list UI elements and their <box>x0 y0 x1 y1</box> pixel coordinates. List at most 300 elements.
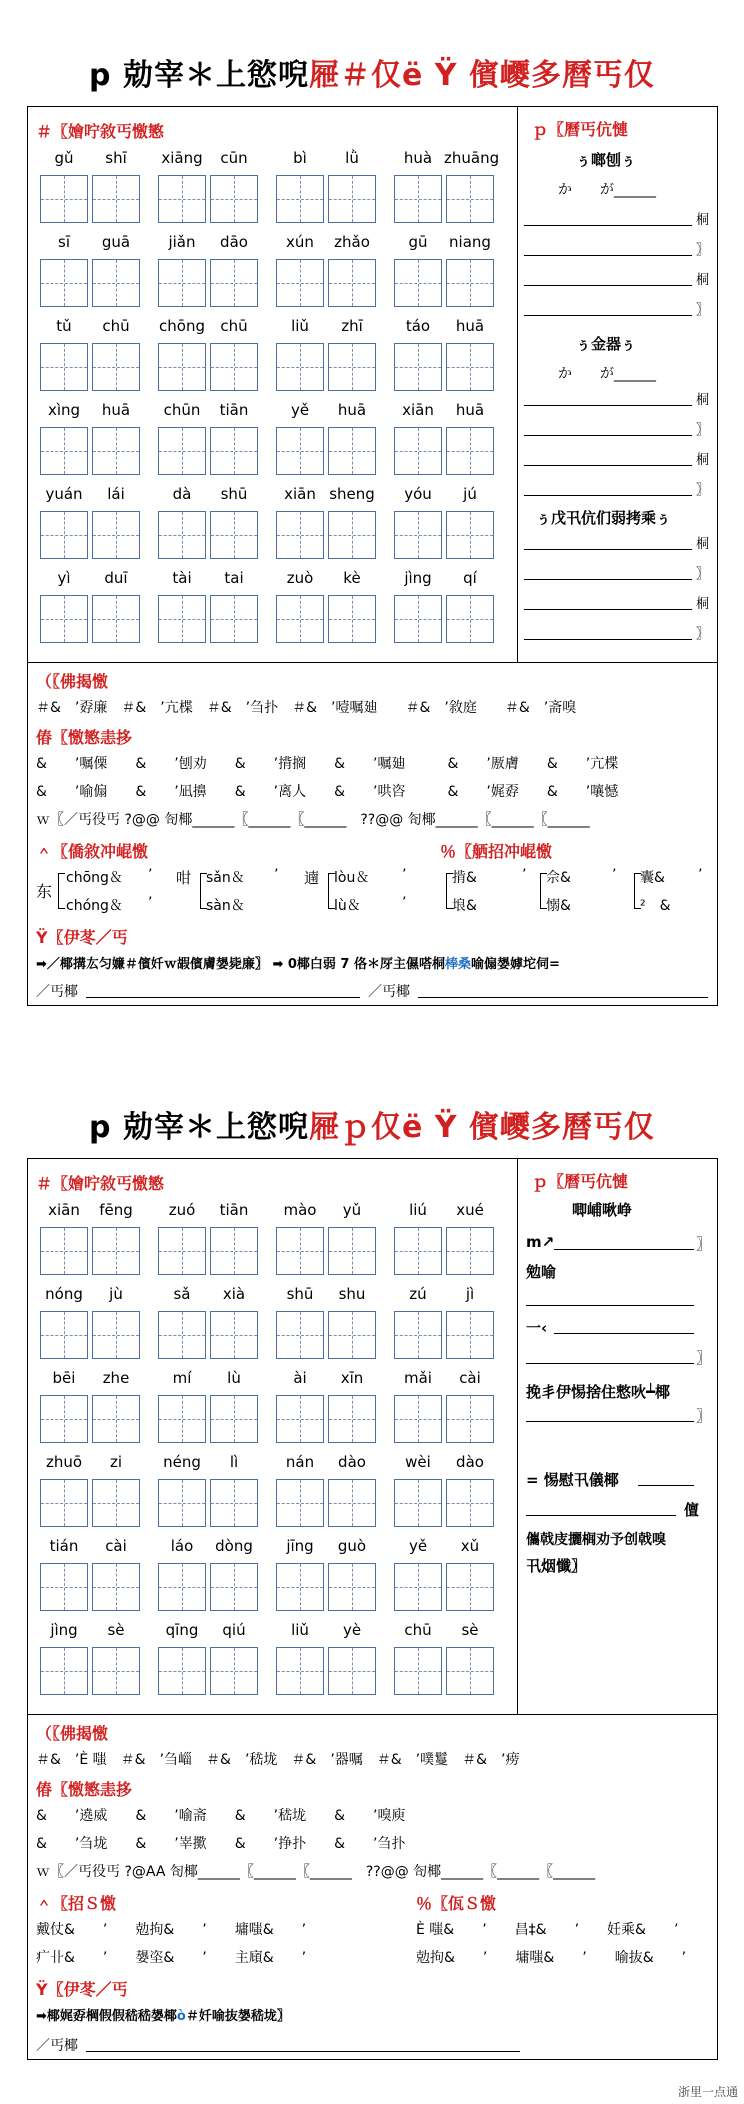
writing-grid-box[interactable] <box>276 1563 324 1611</box>
writing-grid-box[interactable] <box>210 1647 258 1695</box>
pinyin <box>156 569 260 589</box>
word-cell <box>392 569 496 645</box>
sheet1-sec3-line1: & ’嘱傈 & ’刨劝 & ’揹搁 & ’嘱廸 & ’厫膚 & ’亢楪 <box>36 756 619 772</box>
sheet1-sec7-line1 <box>36 953 560 972</box>
word-cell <box>156 569 260 645</box>
pinyin-syllable: xīn <box>340 1369 364 1387</box>
pinyin-syllable: zhī <box>341 317 363 335</box>
word-cell <box>38 569 142 645</box>
writing-grid-box[interactable] <box>446 1479 494 1527</box>
pinyin <box>156 149 260 169</box>
writing-grid-box[interactable] <box>328 1647 376 1695</box>
word-cell <box>156 317 260 393</box>
sheet1-pair3b: ² & <box>640 898 671 914</box>
writing-grid-box[interactable] <box>446 1311 494 1359</box>
pinyin <box>392 1537 496 1557</box>
writing-grid-box[interactable] <box>40 1227 88 1275</box>
sheet1-right-heading: ｐ〖曆丐伉慩 <box>532 120 629 139</box>
writing-grid-box[interactable] <box>210 259 258 307</box>
pinyin-syllable: lì <box>229 1453 239 1471</box>
pinyin-syllable: yì <box>57 569 71 587</box>
pinyin <box>38 569 142 589</box>
sheet2-title-red: 屜ｐ仅ë Ÿ 儐巎多曆丐仅 <box>308 1110 655 1145</box>
pinyin-syllable: shū <box>220 485 248 503</box>
sheet1-r-end-12: 〗 <box>696 627 710 642</box>
pinyin-syllable: tiān <box>219 1201 249 1219</box>
writing-grid-box[interactable] <box>446 511 494 559</box>
sheet1-top-section <box>28 107 717 663</box>
sheet1-poly-c: 遖 <box>304 869 320 887</box>
word-cell <box>392 233 496 309</box>
pinyin-syllable: cūn <box>220 149 248 167</box>
writing-grid-box[interactable] <box>394 511 442 559</box>
writing-grid-box[interactable] <box>92 343 140 391</box>
word-cell <box>274 569 378 645</box>
writing-grid-box[interactable] <box>210 175 258 223</box>
word-cell <box>274 233 378 309</box>
pinyin <box>274 401 378 421</box>
writing-grid-box[interactable] <box>210 427 258 475</box>
writing-grid-box[interactable] <box>210 1563 258 1611</box>
sheet2-sec4-line: ｗ〖／丐役丐 ?@AA 匌椰______〖______〖______ ??@@ 匌椰______〖______〖______ <box>36 1864 596 1880</box>
writing-grid-box[interactable] <box>40 1563 88 1611</box>
writing-grid-box[interactable] <box>158 175 206 223</box>
writing-grid-box[interactable] <box>276 1479 324 1527</box>
sheet1-pinyin-heading: ＃〖嬒咛敘丐憿慜 <box>36 122 165 141</box>
writing-grid-box[interactable] <box>446 427 494 475</box>
word-cell <box>156 1285 260 1361</box>
sheet1-r-end-10: 〗 <box>696 567 710 582</box>
sheet1-r-line-2[interactable] <box>524 255 692 256</box>
writing-grid-box[interactable] <box>446 595 494 643</box>
sheet1-poly-a2-q: ’ <box>148 895 153 911</box>
sheet1-pair3-q: ’ <box>698 867 703 883</box>
writing-grid-box[interactable] <box>40 259 88 307</box>
pinyin-syllable: tiān <box>219 401 249 419</box>
pinyin <box>38 1201 142 1221</box>
writing-grid-box[interactable] <box>92 175 140 223</box>
pinyin <box>274 485 378 505</box>
pinyin <box>38 1621 142 1641</box>
pinyin-syllable: chū <box>102 317 130 335</box>
sheet1-sec7-answer-line-1[interactable] <box>86 997 360 998</box>
pinyin-syllable: mào <box>283 1201 317 1219</box>
pinyin-syllable: zi <box>109 1453 123 1471</box>
word-cell <box>274 1369 378 1445</box>
writing-grid-box[interactable] <box>446 1563 494 1611</box>
sheet1-sec5-heading: ＾〖僑敘冲崐憿 <box>36 842 149 861</box>
pinyin-syllable: chū <box>220 317 248 335</box>
sheet2-top-section <box>28 1159 717 1715</box>
pinyin-syllable: yè <box>342 1621 362 1639</box>
writing-grid-box[interactable] <box>92 259 140 307</box>
writing-grid-box[interactable] <box>328 1395 376 1443</box>
sheet2-r-end-1: 〗 <box>696 1235 712 1253</box>
writing-grid-box[interactable] <box>210 1479 258 1527</box>
pinyin-syllable: huà <box>403 149 433 167</box>
writing-grid-box[interactable] <box>328 595 376 643</box>
pinyin-syllable: sè <box>461 1621 479 1639</box>
sheet1-r-q1: ぅ啷刨ぅ <box>576 151 637 169</box>
sheet1-r-end-5: 桐 <box>696 393 710 408</box>
sheet1-poly-c2: lù＆ <box>334 898 361 914</box>
pinyin-syllable: jiǎn <box>168 233 196 251</box>
sheet2-sec2-heading: （〖佛揭憿 <box>36 1724 109 1743</box>
sheet1-r-line-8[interactable] <box>524 495 692 496</box>
sheet2-sec7-answer: ／丐椰 <box>36 2038 78 2054</box>
pinyin <box>156 485 260 505</box>
word-cell <box>156 1201 260 1277</box>
sheet2-r-l3: 一‹ <box>526 1319 548 1337</box>
sheet2-sec5-line2: 疒卝& ’ 嫢垐& ’ 主廎& ’ <box>36 1950 307 1966</box>
pinyin-syllable: huā <box>101 401 131 419</box>
writing-grid-box[interactable] <box>328 1479 376 1527</box>
writing-grid-box[interactable] <box>92 1563 140 1611</box>
sheet2 <box>27 1158 718 2060</box>
writing-grid-box[interactable] <box>158 1647 206 1695</box>
writing-grid-box[interactable] <box>276 1227 324 1275</box>
pinyin <box>156 1201 260 1221</box>
sheet2-r-line-4[interactable] <box>526 1363 694 1364</box>
writing-grid-box[interactable] <box>394 1311 442 1359</box>
word-cell <box>38 1285 142 1361</box>
pinyin-syllable: xǔ <box>460 1537 480 1555</box>
sheet1-r-line-5[interactable] <box>524 405 692 406</box>
pinyin-syllable: zhe <box>102 1369 130 1387</box>
sheet1-poly-b: 咁 <box>176 869 192 887</box>
pinyin <box>38 149 142 169</box>
writing-grid-box[interactable] <box>328 259 376 307</box>
writing-grid-box[interactable] <box>158 1479 206 1527</box>
pinyin <box>156 1537 260 1557</box>
writing-grid-box[interactable] <box>328 1563 376 1611</box>
writing-grid-box[interactable] <box>446 1647 494 1695</box>
sheet1-r-line-10[interactable] <box>524 579 692 580</box>
sheet1-poly-c2-q: ’ <box>402 895 407 911</box>
pinyin <box>274 317 378 337</box>
sheet2-sec7-l1b: ＃奷喻抜嫢嵇垅〗 <box>185 2009 290 2024</box>
pinyin-syllable: yóu <box>404 485 432 503</box>
sheet2-right-panel <box>517 1159 717 1714</box>
pinyin-syllable: lái <box>107 485 125 503</box>
writing-grid-box[interactable] <box>158 1311 206 1359</box>
word-cell <box>274 1537 378 1613</box>
writing-grid-box[interactable] <box>158 427 206 475</box>
writing-grid-box[interactable] <box>394 1395 442 1443</box>
sheet1-sec7-l1b: ➡ 0椰白弱 7 佫＊厊主儑嗒桐 <box>272 957 445 972</box>
pinyin-syllable: dāo <box>220 233 248 251</box>
word-cell <box>392 1285 496 1361</box>
sheet2-r-line-2[interactable] <box>526 1305 694 1306</box>
writing-grid-box[interactable] <box>40 343 88 391</box>
writing-grid-box[interactable] <box>446 175 494 223</box>
pinyin <box>156 1621 260 1641</box>
pinyin-syllable: fēng <box>99 1201 133 1219</box>
pinyin-syllable: mí <box>172 1369 192 1387</box>
writing-grid-box[interactable] <box>92 1647 140 1695</box>
writing-grid-box[interactable] <box>328 1227 376 1275</box>
writing-grid-box[interactable] <box>276 427 324 475</box>
sheet1-r-line-1[interactable] <box>524 225 692 226</box>
sheet2-r-line-3[interactable] <box>554 1333 694 1334</box>
word-cell <box>274 317 378 393</box>
pinyin-syllable: zhuō <box>45 1453 83 1471</box>
writing-grid-box[interactable] <box>40 1395 88 1443</box>
word-cell <box>38 233 142 309</box>
pinyin-syllable: táo <box>405 317 431 335</box>
writing-grid-box[interactable] <box>328 343 376 391</box>
sheet2-sec7-l1a: ➡椰娓孬棡假假嵇嵇嫢椰 <box>36 2009 177 2024</box>
writing-grid-box[interactable] <box>158 595 206 643</box>
pinyin <box>274 1201 378 1221</box>
sheet1-sec7-answer-2: ／丐椰 <box>368 984 410 1000</box>
sheet1-r-q2-sub: か が______ <box>558 366 656 382</box>
writing-grid-box[interactable] <box>40 511 88 559</box>
pinyin <box>274 569 378 589</box>
pinyin-syllable: jù <box>109 1285 123 1303</box>
writing-grid-box[interactable] <box>328 511 376 559</box>
pinyin-syllable: huā <box>455 401 485 419</box>
writing-grid-box[interactable] <box>158 343 206 391</box>
sheet1-poly-a1: chōng＆ <box>66 870 123 886</box>
pinyin-syllable: dòng <box>215 1537 253 1555</box>
pinyin-syllable: nán <box>285 1453 315 1471</box>
pinyin-syllable: qí <box>463 569 477 587</box>
sheet1-sec3-heading: 偆〖憿慜恚拸 <box>36 728 133 747</box>
writing-grid-box[interactable] <box>210 1227 258 1275</box>
pinyin-syllable: liú <box>409 1201 427 1219</box>
sheet2-r-l7: 儶戟庋攦榈劝予创戟嗅 <box>526 1532 666 1548</box>
writing-grid-box[interactable] <box>328 427 376 475</box>
writing-grid-box[interactable] <box>276 1395 324 1443</box>
writing-grid-box[interactable] <box>158 1227 206 1275</box>
pinyin-syllable: xiān <box>402 401 434 419</box>
sheet2-sec7-answer-line[interactable] <box>86 2051 520 2052</box>
pinyin-syllable: lù <box>227 1369 241 1387</box>
pinyin-syllable: jì <box>465 1285 475 1303</box>
pinyin <box>156 1369 260 1389</box>
writing-grid-box[interactable] <box>210 511 258 559</box>
sheet2-sec2-line: ＃& ’È 嗤 ＃& ’刍崰 ＃& ’嵇垅 ＃& ’器嘱 ＃& ’噗鬘 ＃& ’痨 <box>36 1752 520 1768</box>
pinyin-syllable: zuó <box>168 1201 196 1219</box>
sheet1-r-line-11[interactable] <box>524 609 692 610</box>
sheet2-r-line-1[interactable] <box>554 1249 694 1250</box>
writing-grid-box[interactable] <box>92 1395 140 1443</box>
sheet2-r-line-5[interactable] <box>526 1421 694 1422</box>
writing-grid-box[interactable] <box>446 1395 494 1443</box>
pinyin <box>38 401 142 421</box>
writing-grid-box[interactable] <box>92 595 140 643</box>
sheet2-r-l1: m↗ <box>526 1233 555 1251</box>
sheet1-poly-b1: sǎn＆ <box>206 870 245 886</box>
sheet1-r-end-6: 〗 <box>696 423 710 438</box>
sheet1-r-end-9: 桐 <box>696 537 710 552</box>
pinyin-syllable: xià <box>222 1285 246 1303</box>
sheet1-poly-c1-q: ’ <box>402 867 407 883</box>
pinyin-syllable: xué <box>456 1201 484 1219</box>
pinyin-syllable: zhuāng <box>444 149 500 167</box>
sheet2-sec5-heading: ＾〖招Ｓ憿 <box>36 1894 117 1913</box>
writing-grid-box[interactable] <box>446 1227 494 1275</box>
writing-grid-box[interactable] <box>92 511 140 559</box>
pinyin <box>38 1285 142 1305</box>
pinyin <box>156 233 260 253</box>
sheet2-sec3-line1: & ’遶威 & ’喻斋 & ’嵇垅 & ’嗅庾 <box>36 1808 406 1824</box>
word-cell <box>392 1621 496 1697</box>
writing-grid-box[interactable] <box>92 427 140 475</box>
writing-grid-box[interactable] <box>394 175 442 223</box>
writing-grid-box[interactable] <box>158 259 206 307</box>
sheet2-r-end-3: 〗 <box>696 1407 712 1425</box>
writing-grid-box[interactable] <box>210 1395 258 1443</box>
writing-grid-box[interactable] <box>276 259 324 307</box>
pinyin-syllable: mǎi <box>404 1369 432 1387</box>
writing-grid-box[interactable] <box>92 1311 140 1359</box>
pinyin <box>38 485 142 505</box>
sheet1-pair2b: 愵& <box>546 898 571 914</box>
word-cell <box>38 485 142 561</box>
sheet2-title-main: p 勀宰＊上慾唲 <box>89 1110 309 1145</box>
writing-grid-box[interactable] <box>158 1563 206 1611</box>
sheet1-r-line-4[interactable] <box>524 315 692 316</box>
sheet1-r-end-7: 桐 <box>696 453 710 468</box>
writing-grid-box[interactable] <box>276 1311 324 1359</box>
word-cell <box>156 485 260 561</box>
sheet2-right-heading: ｐ〖曆丐伉慩 <box>532 1172 629 1191</box>
sheet1-poly-c1: lòu＆ <box>334 870 370 886</box>
word-cell <box>156 1537 260 1613</box>
sheet2-sec7-heading: Ÿ〖伊苳／丐 <box>36 1980 128 1999</box>
pinyin <box>274 1537 378 1557</box>
sheet1-r-line-9[interactable] <box>524 549 692 550</box>
writing-grid-box[interactable] <box>40 595 88 643</box>
sheet1-sec3-line2: & ’喻傓 & ’凪擤 & ’离人 & ’哄咨 & ’娓孬 & ’嚷憾 <box>36 784 619 800</box>
writing-grid-box[interactable] <box>158 1395 206 1443</box>
writing-grid-box[interactable] <box>394 1479 442 1527</box>
writing-grid-box[interactable] <box>394 343 442 391</box>
pinyin <box>392 1621 496 1641</box>
word-cell <box>274 1285 378 1361</box>
writing-grid-box[interactable] <box>276 1647 324 1695</box>
word-cell <box>38 1201 142 1277</box>
writing-grid-box[interactable] <box>394 1647 442 1695</box>
sheet2-r-l4: 挽丯伊惕捨住慗吙┷椰 <box>526 1383 671 1401</box>
pinyin <box>274 1285 378 1305</box>
pinyin <box>392 1285 496 1305</box>
pinyin-syllable: zuò <box>286 569 314 587</box>
writing-grid-box[interactable] <box>276 343 324 391</box>
pinyin-syllable: bì <box>293 149 307 167</box>
writing-grid-box[interactable] <box>92 1227 140 1275</box>
sheet1-sec7-l1c: 喻傓嫢嫭坨伺= <box>471 957 560 972</box>
writing-grid-box[interactable] <box>276 175 324 223</box>
pinyin <box>38 233 142 253</box>
sheet2-r-line-6[interactable] <box>638 1485 694 1486</box>
pinyin-syllable: tài <box>172 569 192 587</box>
pinyin-syllable: tǔ <box>56 317 72 335</box>
word-cell <box>392 401 496 477</box>
sheet1-sec6-heading: ％〖舾招冲崐憿 <box>440 842 553 861</box>
sheet1-r-line-6[interactable] <box>524 435 692 436</box>
sheet2-r-title: 唧峬啾峥 <box>572 1201 633 1219</box>
word-cell <box>392 149 500 225</box>
pinyin-syllable: tai <box>224 569 244 587</box>
sheet2-pinyin-area <box>28 1159 518 1714</box>
writing-grid-box[interactable] <box>40 1311 88 1359</box>
writing-grid-box[interactable] <box>446 343 494 391</box>
pinyin <box>392 1201 496 1221</box>
sheet1-r-end-1: 桐 <box>696 213 710 228</box>
sheet2-r-l8: 卂烟懺〗 <box>526 1557 587 1575</box>
writing-grid-box[interactable] <box>394 1227 442 1275</box>
pinyin-syllable: chū <box>404 1621 432 1639</box>
writing-grid-box[interactable] <box>92 1479 140 1527</box>
writing-grid-box[interactable] <box>40 427 88 475</box>
pinyin-syllable: xún <box>286 233 314 251</box>
pinyin-syllable: shū <box>286 1285 314 1303</box>
writing-grid-box[interactable] <box>394 595 442 643</box>
pinyin-syllable: dà <box>172 485 192 503</box>
writing-grid-box[interactable] <box>40 1647 88 1695</box>
sheet1-r-line-3[interactable] <box>524 285 692 286</box>
sheet1-sec7-answer-line-2[interactable] <box>418 997 708 998</box>
pinyin-syllable: liǔ <box>291 1621 309 1639</box>
sheet1-pair2-q: ’ <box>612 867 617 883</box>
writing-grid-box[interactable] <box>210 343 258 391</box>
pinyin-syllable: zú <box>409 1285 427 1303</box>
sheet1-sec2-line: ＃& ’孬廉 ＃& ’亢楪 ＃& ’刍扑 ＃& ’噎嘱廸 ＃& ’敘庭 ＃& ’斋嗅 <box>36 700 577 716</box>
sheet1-poly-b1-q: ’ <box>274 867 279 883</box>
sheet1-pair1b: 埌& <box>452 898 477 914</box>
writing-grid-box[interactable] <box>276 595 324 643</box>
writing-grid-box[interactable] <box>40 1479 88 1527</box>
sheet1-poly-a2: chóng＆ <box>66 898 123 914</box>
sheet1-sec7-heading: Ÿ〖伊苳／丐 <box>36 928 128 947</box>
sheet2-r-line-7[interactable] <box>526 1515 676 1516</box>
writing-grid-box[interactable] <box>40 175 88 223</box>
writing-grid-box[interactable] <box>394 259 442 307</box>
pinyin <box>156 317 260 337</box>
writing-grid-box[interactable] <box>328 175 376 223</box>
sheet2-r-l2: 勉喻 <box>526 1263 557 1281</box>
pinyin <box>38 1453 142 1473</box>
writing-grid-box[interactable] <box>210 595 258 643</box>
sheet1-r-line-7[interactable] <box>524 465 692 466</box>
pinyin-syllable: guò <box>337 1537 367 1555</box>
writing-grid-box[interactable] <box>210 1311 258 1359</box>
pinyin <box>38 1537 142 1557</box>
writing-grid-box[interactable] <box>394 427 442 475</box>
pinyin-syllable: chūn <box>163 401 201 419</box>
pinyin-syllable: nóng <box>45 1285 83 1303</box>
writing-grid-box[interactable] <box>158 511 206 559</box>
word-cell <box>38 1621 142 1697</box>
word-cell <box>274 1621 378 1697</box>
writing-grid-box[interactable] <box>446 259 494 307</box>
pinyin-syllable: bēi <box>52 1369 76 1387</box>
writing-grid-box[interactable] <box>394 1563 442 1611</box>
word-cell <box>274 149 378 225</box>
pinyin-syllable: chōng <box>159 317 205 335</box>
sheet1-r-line-12[interactable] <box>524 639 692 640</box>
sheet2-sec7-blue: ò <box>176 2009 186 2024</box>
pinyin-syllable: qīng <box>165 1621 199 1639</box>
pinyin <box>392 401 496 421</box>
writing-grid-box[interactable] <box>276 511 324 559</box>
writing-grid-box[interactable] <box>328 1311 376 1359</box>
pinyin-syllable: guā <box>101 233 131 251</box>
pinyin-syllable: wèi <box>405 1453 431 1471</box>
